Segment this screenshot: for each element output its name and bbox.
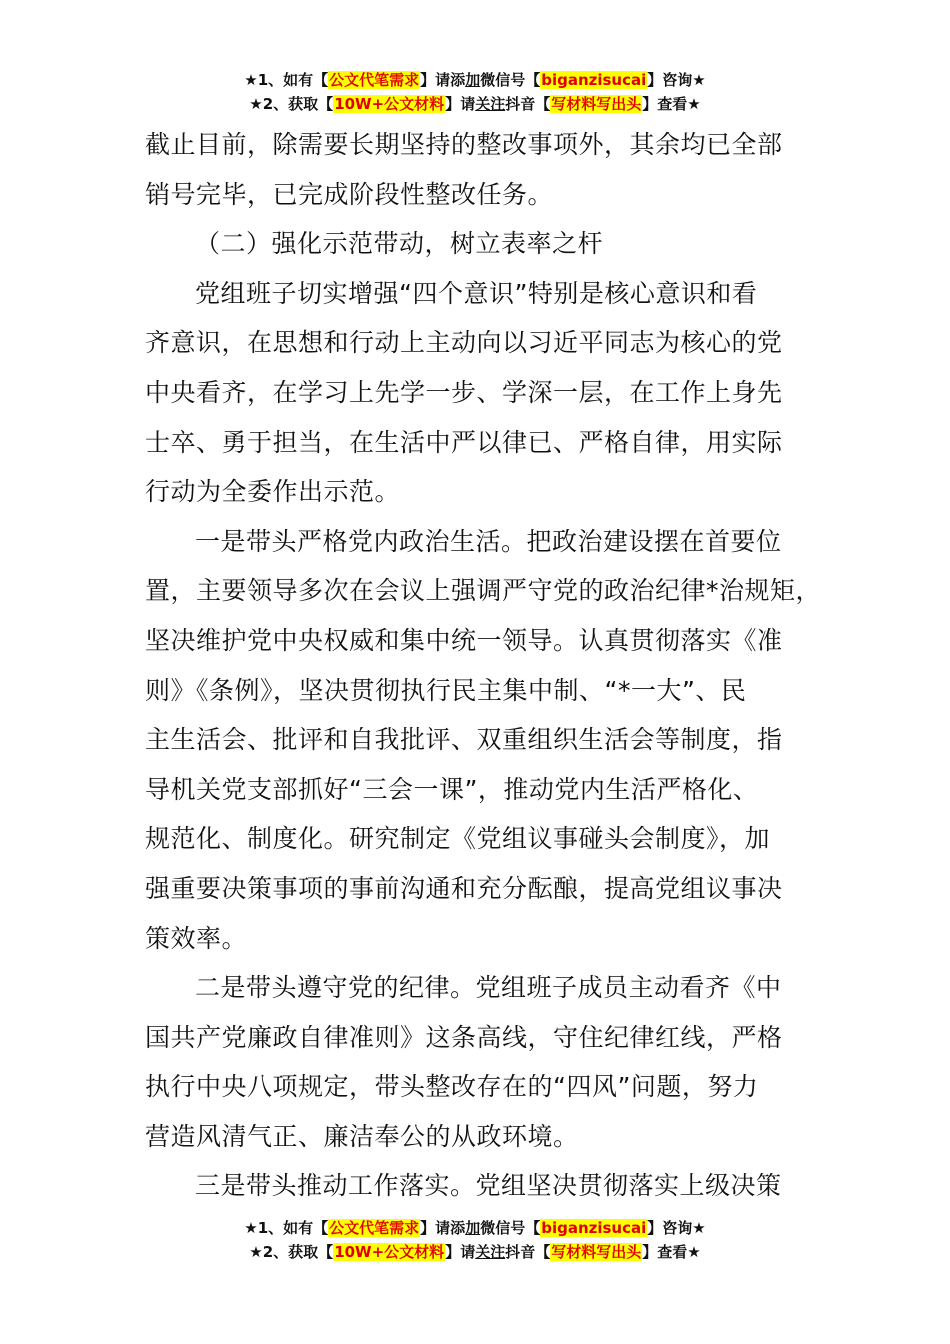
body-line: 截止目前，除需要长期坚持的整改事项外，其余均已全部 [145,130,783,159]
banner-text: 】咨询★ [647,71,706,89]
body-line: 执行中央八项规定，带头整改存在的“四风”问题，努力 [145,1072,759,1102]
banner-line-1 [0,1216,950,1240]
banner-text: 】查看★ [642,1243,701,1261]
body-line: 三是带头推动工作落实。党组坚决贯彻落实上级决策 [195,1171,782,1201]
highlight-wechat-id: biganzisucai [541,71,647,89]
banner-text: 微信号【 [480,1219,541,1237]
banner-text: 加 [465,1219,481,1237]
body-line: 营造风清气正、廉洁奉公的从政环境。 [145,1121,579,1151]
banner-text: 抖音【 [505,1243,551,1261]
highlight-wechat-id: biganzisucai [541,1219,647,1237]
body-line: 士卒、勇于担当，在生活中严以律已、严格自律，用实际 [145,427,783,457]
banner-text: 】请添 [420,71,466,89]
banner-text: 】查看★ [642,95,701,113]
body-line: 强重要决策事项的事前沟通和充分酝酿，提高党组议事决 [145,873,783,903]
banner-text: ★1、如有【 [244,71,329,89]
body-line: 一是带头严格党内政治生活。把政治建设摆在首要位 [195,526,782,556]
body-line: 中央看齐，在学习上先学一步、学深一层，在工作上身先 [145,377,783,407]
banner-text: 】请 [445,1243,476,1261]
body-line: 党组班子切实增强“四个意识”特别是核心意识和看 [195,278,758,308]
highlight-materials: 10W+公文材料 [334,95,445,113]
highlight-materials: 10W+公文材料 [334,1243,445,1261]
body-line: 销号完毕，已完成阶段性整改任务。 [145,179,554,209]
highlight-douyin: 写材料写出头 [551,1243,642,1261]
highlight-douyin: 写材料写出头 [551,95,642,113]
banner-text: 关注 [475,95,506,113]
body-line: 齐意识，在思想和行动上主动向以习近平同志为核心的党 [145,328,783,358]
header-banner [0,68,950,116]
body-line: 主生活会、批评和自我批评、双重组织生活会等制度，指 [145,725,783,755]
banner-text: 】咨询★ [647,1219,706,1237]
banner-text: ★1、如有【 [244,1219,329,1237]
body-line: 行动为全委作出示范。 [145,477,401,507]
banner-text: 微信号【 [480,71,541,89]
banner-text: ★2、获取【 [249,95,334,113]
banner-text: ★2、获取【 [249,1243,334,1261]
body-line: 导机关党支部抓好“三会一课”，推动党内生活严格化、 [145,774,759,804]
banner-line-1 [0,68,950,92]
body-line: 二是带头遵守党的纪律。党组班子成员主动看齐《中 [195,973,782,1003]
section-heading: （二）强化示范带动，树立表率之杆 [195,229,604,259]
banner-line-2 [0,92,950,116]
banner-text: 抖音【 [505,95,551,113]
body-line: 则》《条例》，坚决贯彻执行民主集中制、“*一大”、民 [145,675,747,705]
document-body [145,120,845,1211]
banner-text: 】请添 [420,1219,466,1237]
banner-text: 】请 [445,95,476,113]
banner-line-2 [0,1240,950,1264]
highlight-service: 公文代笔需求 [329,71,420,89]
highlight-service: 公文代笔需求 [329,1219,420,1237]
banner-text: 加 [465,71,481,89]
body-line: 国共产党廉政自律准则》这条高线，守住纪律红线，严格 [145,1022,783,1052]
banner-text: 关注 [475,1243,506,1261]
footer-banner [0,1216,950,1264]
body-line: 坚决维护党中央权威和集中统一领导。认真贯彻落实《准 [145,625,783,655]
body-line: 置，主要领导多次在会议上强调严守党的政治纪律*治规矩， [145,576,822,606]
body-line: 规范化、制度化。研究制定《党组议事碰头会制度》，加 [145,824,771,854]
body-line: 策效率。 [145,923,248,953]
